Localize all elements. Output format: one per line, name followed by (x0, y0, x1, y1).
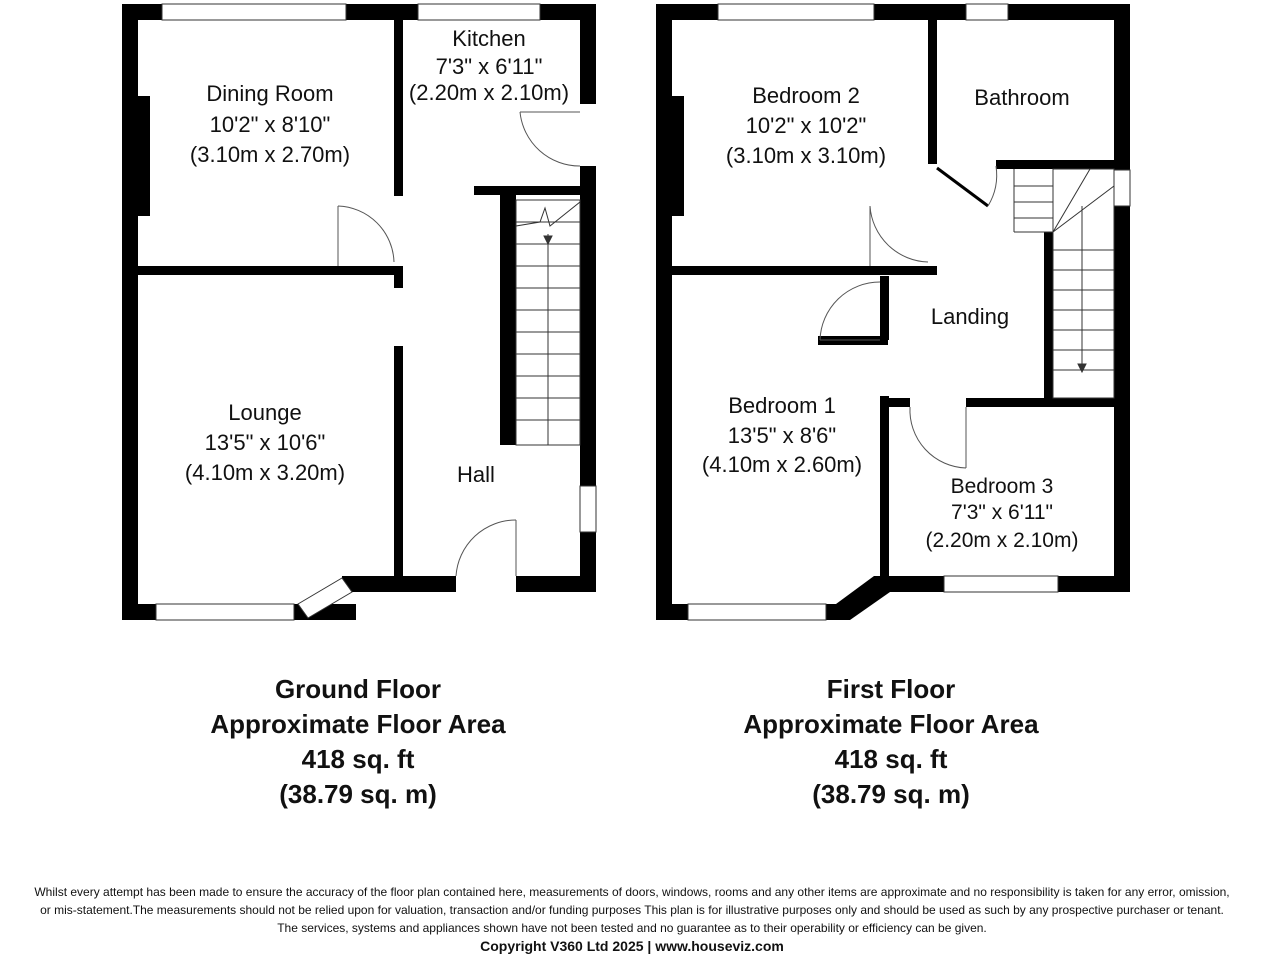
wall (1044, 232, 1053, 400)
disclaimer-line: Whilst every attempt has been made to ensure the accuracy of the floor plan contained here, measurements of doors, windows, rooms and any other items are approximate and no responsibility is taken for any error, omission, (34, 885, 1230, 899)
window (162, 4, 346, 20)
wall (580, 4, 596, 104)
wall (880, 396, 889, 592)
wall (122, 96, 150, 216)
wall (138, 266, 403, 275)
room-size-imperial: 13'5" x 8'6" (727, 423, 837, 448)
room-name: Bedroom 2 (752, 83, 860, 108)
first-floor-caption (631, 672, 1151, 812)
room-name: Bedroom 3 (950, 475, 1054, 498)
ground-floor-caption (98, 672, 618, 812)
room-name: Landing (930, 304, 1010, 329)
room-name: Bathroom (974, 85, 1070, 110)
wall (1114, 4, 1130, 170)
wall (394, 266, 403, 288)
room-size-imperial: 7'3" x 6'11" (435, 54, 543, 79)
room-size-metric: (4.10m x 3.20m) (184, 460, 346, 485)
floor-area-imperial: 418 sq. ft (301, 744, 415, 774)
room-size-imperial: 13'5" x 10'6" (204, 430, 326, 455)
disclaimer-line: The services, systems and appliances shown have not been tested and no guarantee as to their operability or efficiency can be given. (277, 921, 987, 935)
copyright: Copyright V360 Ltd 2025 | www.houseviz.com (480, 938, 784, 954)
wall (880, 276, 889, 340)
disclaimer (0, 883, 1264, 955)
wall (880, 398, 910, 407)
floor-area-imperial: 418 sq. ft (834, 744, 948, 774)
wall (928, 4, 937, 164)
window (156, 604, 294, 620)
room-name: Hall (457, 462, 495, 487)
room-size-metric: (4.10m x 2.60m) (701, 452, 863, 477)
room-name: Kitchen (452, 26, 526, 51)
window (688, 604, 826, 620)
floor-area-metric: (38.79 sq. m) (279, 779, 437, 809)
wall (656, 96, 684, 216)
window (966, 4, 1008, 20)
wall (882, 576, 944, 592)
room-size-metric: (3.10m x 2.70m) (189, 142, 351, 167)
wall (394, 346, 403, 584)
room-size-imperial: 10'2" x 10'2" (745, 113, 867, 138)
room-name: Bedroom 1 (728, 393, 836, 418)
ground-floor-stairs (516, 200, 580, 445)
room-name: Dining Room (206, 81, 334, 106)
wall (516, 576, 596, 592)
floor-area-metric: (38.79 sq. m) (812, 779, 970, 809)
room-size-imperial: 10'2" x 8'10" (209, 112, 331, 137)
wall (474, 186, 580, 195)
wall (1058, 576, 1130, 592)
disclaimer-line: or mis-statement.The measurements should not be relied upon for valuation, transaction and/or funding purposes This plan is for illustrative purposes only and should be used as such by any prospective purchaser or tenant. (40, 903, 1224, 917)
window (944, 576, 1058, 592)
first-floor-stairs (1014, 169, 1114, 398)
window (1114, 170, 1130, 206)
room-size-metric: (3.10m x 3.10m) (725, 143, 887, 168)
wall (500, 195, 516, 445)
wall (394, 4, 403, 196)
floor-title: First Floor (826, 674, 956, 704)
room-size-metric: (2.20m x 2.10m) (925, 529, 1079, 552)
window (418, 4, 540, 20)
wall (966, 398, 1130, 407)
wall (996, 160, 1130, 169)
window (718, 4, 874, 20)
room-size-metric: (2.20m x 2.10m) (408, 80, 570, 105)
room-name: Lounge (228, 400, 302, 425)
ground-floor-doors (338, 112, 580, 576)
floor-title: Ground Floor (274, 674, 442, 704)
window (580, 486, 596, 532)
floor-area-label: Approximate Floor Area (743, 709, 1039, 739)
floor-area-label: Approximate Floor Area (210, 709, 506, 739)
wall (672, 266, 937, 275)
first-floor-labels (702, 83, 1079, 552)
room-size-imperial: 7'3" x 6'11" (951, 501, 1053, 524)
